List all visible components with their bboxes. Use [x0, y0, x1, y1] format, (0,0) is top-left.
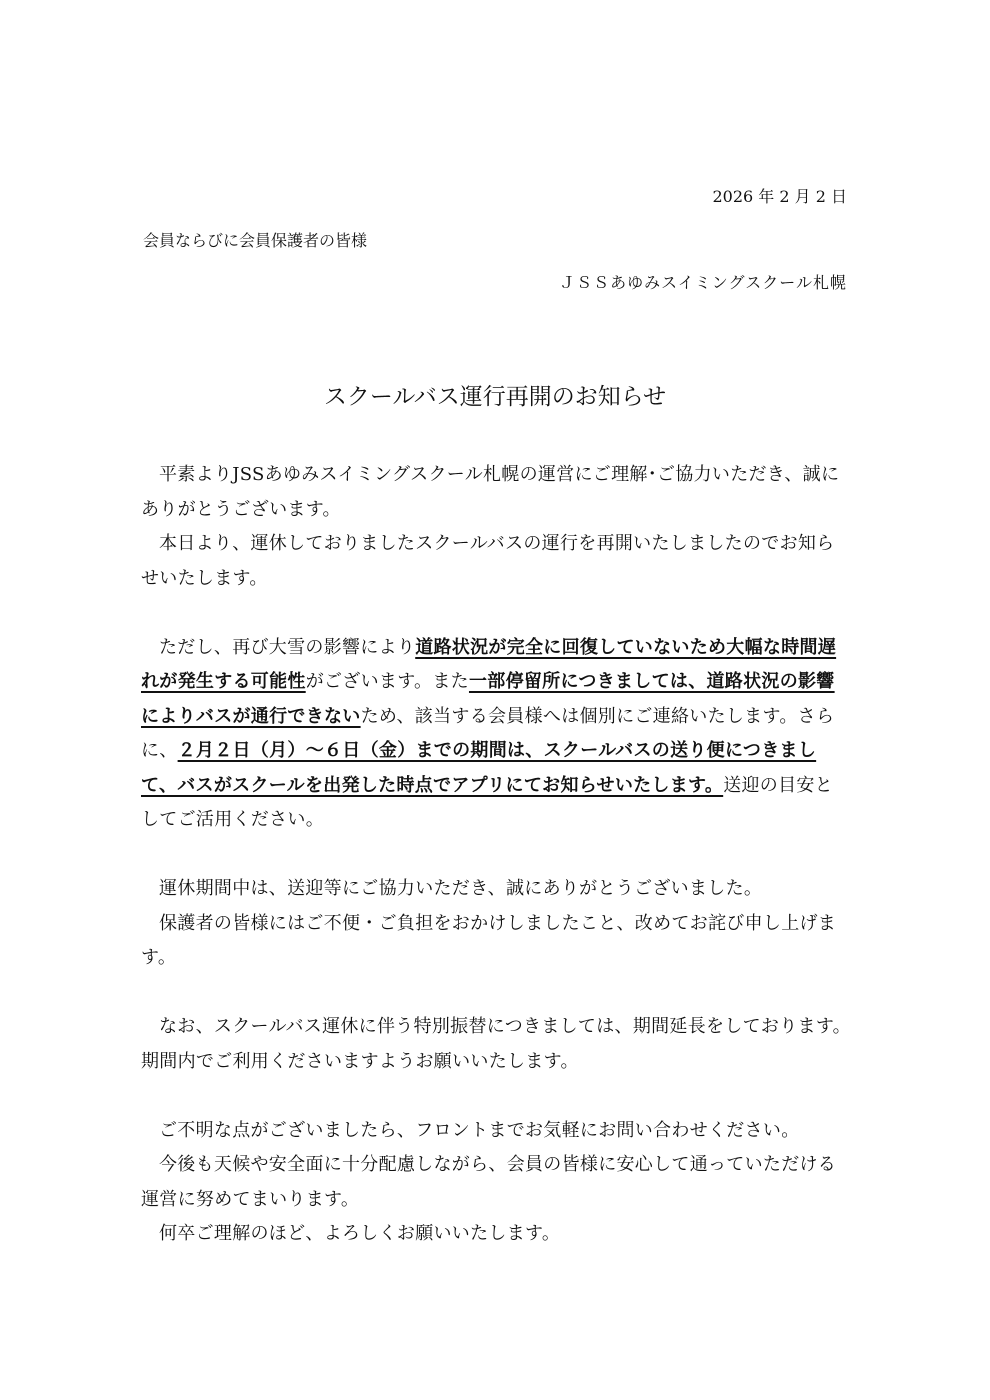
paragraph-makeup: なお、スクールバス運休に伴う特別振替につきましては、期間延長をしております。期間内でご利用くださいますようお願いいたします。: [141, 1016, 851, 1072]
paragraph-contact: ご不明な点がございましたら、フロントまでお気軽にお問い合わせください。: [159, 1119, 800, 1141]
paragraph-greeting: 平素よりJSSあゆみスイミングスクール札幌の運営にご理解･ご協力いただき、誠にありがとうございます。: [141, 464, 840, 520]
caution-text-3: ため、該当する会員様へは個別にご連絡いたします。さらに、: [141, 705, 835, 761]
issue-date: 2026 年 2 月 2 日: [712, 187, 847, 206]
notice-body: [141, 458, 851, 1252]
highlight-delay: 道路状況が完全に回復していないため大幅な時間遅れが発生する可能性: [141, 636, 837, 692]
highlight-stops: 一部停留所につきましては、道路状況の影響によりバスが通行できない: [141, 671, 835, 727]
paragraph-closing: 何卒ご理解のほど、よろしくお願いいたします。: [159, 1223, 561, 1244]
caution-text-4: 送迎の目安としてご活用ください。: [141, 774, 833, 830]
recipient: 会員ならびに会員保護者の皆様: [143, 231, 368, 250]
paragraph-commitment: 今後も天候や安全面に十分配慮しながら、会員の皆様に安心して通っていただける運営に努めてまいります。: [141, 1154, 837, 1210]
highlight-app-notice: ２月２日（月）～６日（金）までの期間は、スクールバスの送り便につきまして、バスがスクールを出発した時点でアプリにてお知らせいたします。: [141, 740, 817, 796]
paragraph-apology: 保護者の皆様にはご不便・ご負担をおかけしましたこと、改めてお詫び申し上げます。: [141, 912, 837, 968]
caution-text-2: がございます。また: [305, 671, 469, 692]
page-title: スクールバス運行再開のお知らせ: [323, 384, 667, 410]
paragraph-resume: 本日より、運休しておりましたスクールバスの運行を再開いたしましたのでお知らせいたします。: [141, 533, 835, 589]
paragraph-thanks: 運休期間中は、送迎等にご協力いただき、誠にありがとうございました。: [159, 878, 763, 899]
paragraph-caution: [141, 631, 851, 838]
caution-text-1: ただし、再び大雪の影響により: [159, 636, 416, 658]
sender: ＪＳＳあゆみスイミングスクール札幌: [559, 273, 847, 292]
